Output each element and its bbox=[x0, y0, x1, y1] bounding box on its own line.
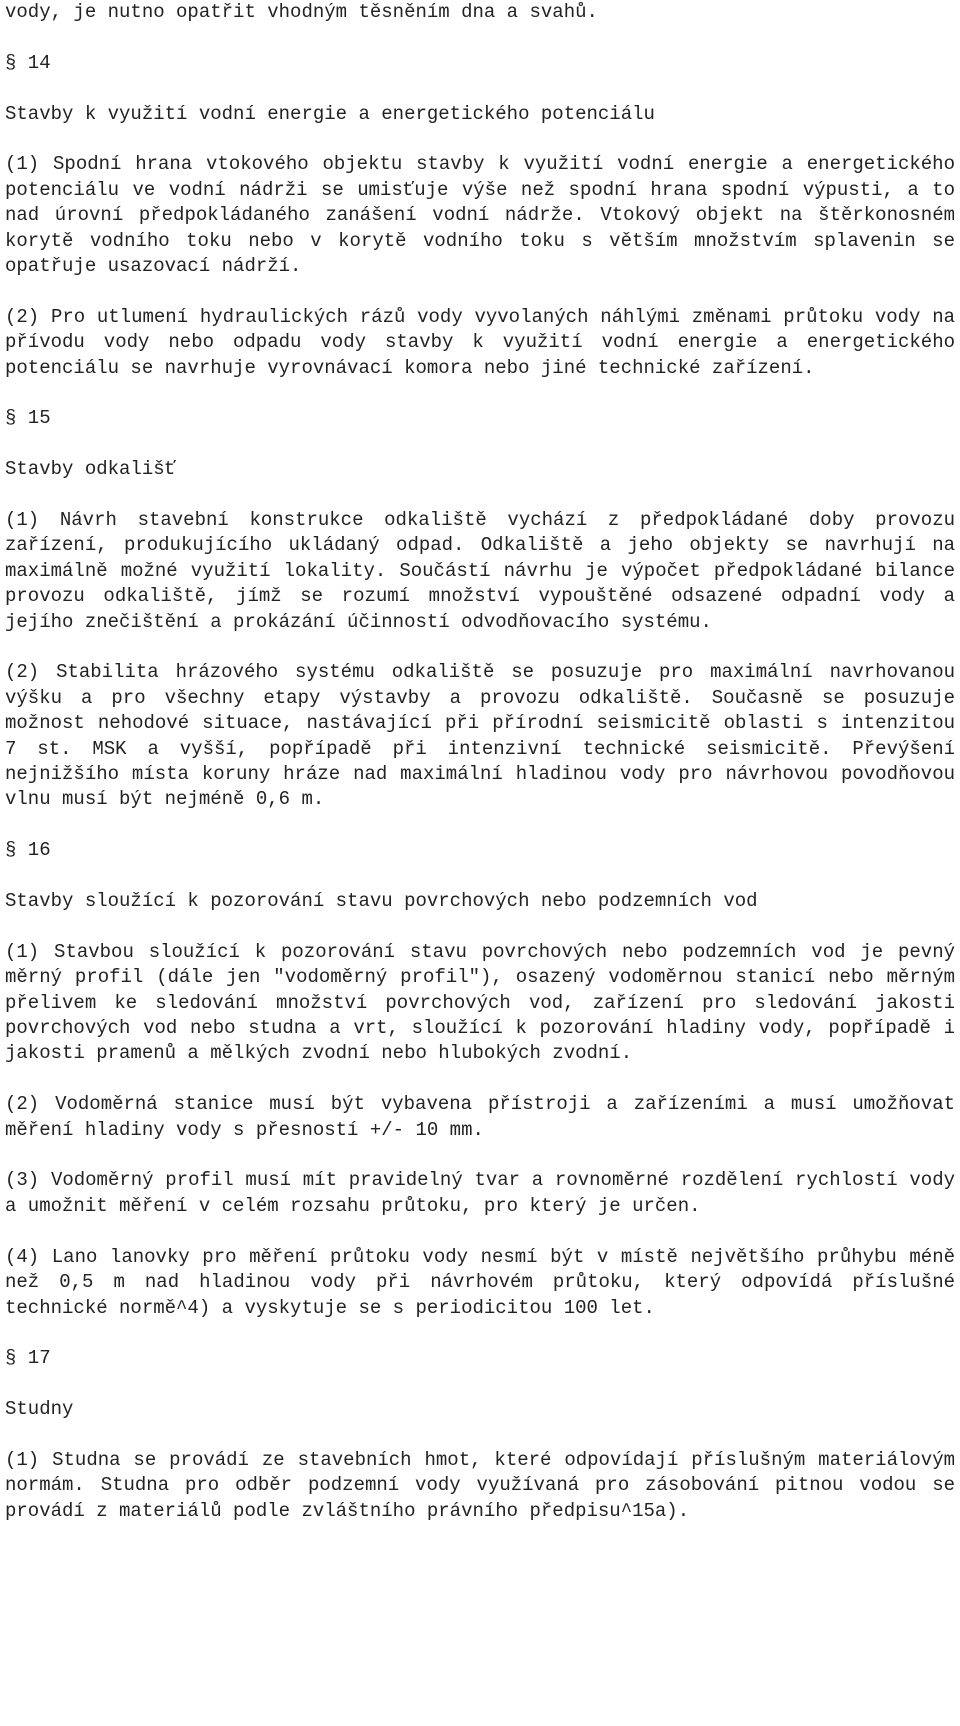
section-16-number: § 16 bbox=[5, 839, 51, 862]
section-16-paragraph-2: (2) Vodoměrná stanice musí být vybavena přístroji a zařízeními a musí umožňovat měření hladiny vody s přesností +/- 10 mm. bbox=[5, 1093, 955, 1141]
section-16-paragraph-1: (1) Stavbou sloužící k pozorování stavu povrchových nebo podzemních vod je pevný měrný profil (dále jen "vodoměrný profil"), osazený vodoměrnou stanicí nebo měrným přelivem ke sledování množství povrchových vod, zařízení pro sledování jakosti povrchových vod nebo studna a vrt, sloužící k pozorování hladiny vody, popřípadě i jakosti pramenů a mělkých zvodní nebo hlubokých zvodní. bbox=[5, 940, 955, 1065]
section-14-title: Stavby k využití vodní energie a energetického potenciálu bbox=[5, 102, 655, 125]
section-17-title: Studny bbox=[5, 1398, 74, 1421]
section-14-paragraph-1: (1) Spodní hrana vtokového objektu stavby k využití vodní energie a energetického potenciálu ve vodní nádrži se umisťuje výše než spodní hrana spodní výpusti, a to nad úrovní předpokládaného zanášení vodní nádrže. Vtokový objekt na štěrkonosném korytě vodního toku nebo v korytě vodního toku s větším množstvím splavenin se opatřuje usazovací nádrží. bbox=[5, 153, 955, 278]
section-15-title: Stavby odkališť bbox=[5, 458, 177, 481]
section-17-number: § 17 bbox=[5, 1347, 51, 1370]
section-15-paragraph-1: (1) Návrh stavební konstrukce odkaliště vychází z předpokládané doby provozu zařízení, produkujícího ukládaný odpad. Odkaliště a jeho objekty se navrhují na maximálně možné využití lokality. Součástí návrhu je výpočet předpokládané bilance provozu odkaliště, jímž se rozumí množství vypouštěné odsazené odpadní vody a jejího znečištění a prokázání účinností odvodňovacího systému. bbox=[5, 509, 955, 633]
section-15-paragraph-2: (2) Stabilita hrázového systému odkaliště se posuzuje pro maximální navrhovanou výšku a pro všechny etapy výstavby a provozu odkaliště. Současně se posuzuje možnost nehodové situace, nastávající při přírodní seismicitě oblasti s intenzitou 7 st. MSK a vyšší, popřípadě při intenzivní technické seismicitě. Převýšení nejnižšího místa koruny hráze nad maximální hladinou vody pro návrhovou povodňovou vlnu musí být nejméně 0,6 m. bbox=[5, 661, 955, 811]
section-15-number: § 15 bbox=[5, 407, 51, 430]
document-page bbox=[5, 0, 955, 1524]
section-14-paragraph-2: (2) Pro utlumení hydraulických rázů vody vyvolaných náhlými změnami průtoku vody na přívodu vody nebo odpadu vody stavby k využití vodní energie a energetického potenciálu se navrhuje vyrovnávací komora nebo jiné technické zařízení. bbox=[5, 305, 955, 379]
section-16-paragraph-3: (3) Vodoměrný profil musí mít pravidelný tvar a rovnoměrné rozdělení rychlostí vody a umožnit měření v celém rozsahu průtoku, pro který je určen. bbox=[5, 1169, 955, 1217]
section-16-title: Stavby sloužící k pozorování stavu povrchových nebo podzemních vod bbox=[5, 890, 758, 913]
section-17-paragraph-1: (1) Studna se provádí ze stavebních hmot, které odpovídají příslušným materiálovým normám. Studna pro odběr podzemní vody využívaná pro zásobování pitnou vodou se provádí z materiálů podle zvláštního právního předpisu^15a). bbox=[5, 1448, 955, 1522]
section-16-paragraph-4: (4) Lano lanovky pro měření průtoku vody nesmí být v místě největšího průhybu méně než 0,5 m nad hladinou vody při návrhovém průtoku, který odpovídá příslušné technické normě^4) a vyskytuje se s periodicitou 100 let. bbox=[5, 1245, 955, 1319]
paragraph-14-intro-tail: vody, je nutno opatřit vhodným těsněním dna a svahů. bbox=[5, 1, 598, 23]
section-14-number: § 14 bbox=[5, 51, 51, 74]
